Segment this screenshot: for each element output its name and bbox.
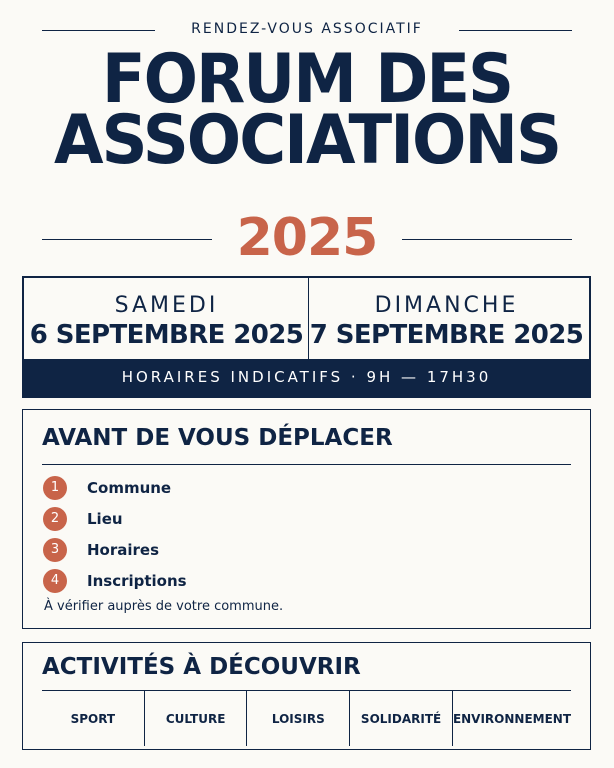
checklist-item-lieu <box>43 503 187 534</box>
activity-culture: CULTURE <box>145 691 248 746</box>
sunday-date: 7 SEPTEMBRE 2025 <box>309 320 584 350</box>
checklist-panel <box>22 409 591 629</box>
checklist-item-commune <box>43 472 187 503</box>
checklist-label-horaires: Horaires <box>87 540 160 559</box>
activity-loisirs: LOISIRS <box>247 691 350 746</box>
hours-band: HORAIRES INDICATIFS · 9H — 17H30 <box>24 359 589 396</box>
sunday-date-card <box>304 278 589 363</box>
sunday-label: DIMANCHE <box>374 293 519 318</box>
checklist-label-lieu: Lieu <box>87 509 123 528</box>
event-title <box>24 40 590 180</box>
event-eyebrow: RENDEZ-VOUS ASSOCIATIF <box>191 21 423 37</box>
event-dates-panel <box>22 276 591 398</box>
saturday-date-card <box>24 278 309 363</box>
event-title-line-1: FORUM DES <box>101 40 513 120</box>
activities-row <box>42 691 571 746</box>
checklist-item-inscriptions <box>43 565 187 596</box>
year-rule-right <box>402 239 572 240</box>
event-title-line-2: ASSOCIATIONS <box>53 101 561 180</box>
checklist-title: AVANT DE VOUS DÉPLACER <box>42 425 393 451</box>
checklist-label-inscriptions: Inscriptions <box>87 571 187 590</box>
checklist-item-horaires <box>43 534 187 565</box>
number-badge-4: 4 <box>43 569 67 593</box>
number-badge-3: 3 <box>43 538 67 562</box>
checklist-label-commune: Commune <box>87 478 172 497</box>
activity-sport: SPORT <box>42 691 145 746</box>
number-badge-1: 1 <box>43 476 67 500</box>
saturday-label: SAMEDI <box>114 293 219 318</box>
event-year: 2025 <box>236 208 378 268</box>
event-year-block <box>42 208 572 272</box>
checklist-list <box>43 472 187 596</box>
activities-title: ACTIVITÉS À DÉCOUVRIR <box>42 654 361 680</box>
activities-panel <box>22 642 591 750</box>
number-badge-2: 2 <box>43 507 67 531</box>
activity-solidarite: SOLIDARITÉ <box>350 691 453 746</box>
activity-environnement: ENVIRONNEMENT <box>452 711 572 726</box>
checklist-title-rule <box>42 464 571 465</box>
checklist-note: À vérifier auprès de votre commune. <box>44 599 284 614</box>
saturday-date: 6 SEPTEMBRE 2025 <box>29 320 304 350</box>
